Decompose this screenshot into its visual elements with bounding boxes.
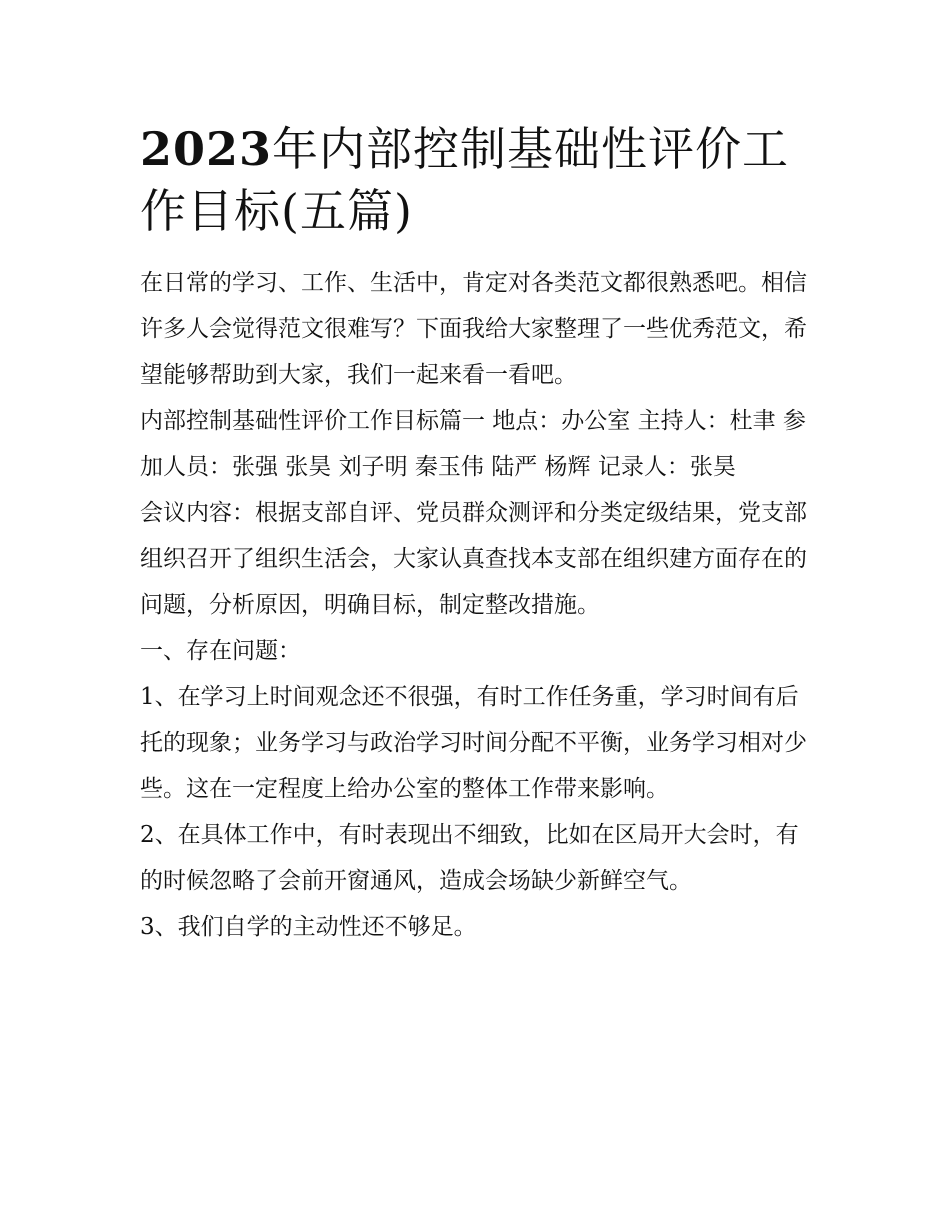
document-title <box>140 118 815 242</box>
issue-item-3: 3、我们自学的主动性还不够足。 <box>140 914 477 940</box>
section-heading: 一、存在问题： <box>140 638 301 664</box>
intro-paragraph: 在日常的学习、工作、生活中，肯定对各类范文都很熟悉吧。相信许多人会觉得范文很难写？下面我给大家整理了一些优秀范文，希望能够帮助到大家，我们一起来看一看吧。 <box>140 270 807 388</box>
meeting-info-paragraph: 内部控制基础性评价工作目标篇一 地点：办公室 主持人：杜聿 参加人员：张强 张昊 刘子明 秦玉伟 陆严 杨辉 记录人：张昊 <box>140 408 806 480</box>
issue-item-2: 2、在具体工作中，有时表现出不细致，比如在区局开大会时，有的时候忽略了会前开窗通风，造成会场缺少新鲜空气。 <box>140 822 799 894</box>
meeting-content-paragraph: 会议内容：根据支部自评、党员群众测评和分类定级结果，党支部组织召开了组织生活会，大家认真查找本支部在组织建方面存在的问题，分析原因，明确目标，制定整改措施。 <box>140 500 807 618</box>
title-text: 年内部控制基础性评价工作目标(五篇) <box>140 122 790 238</box>
title-year: 2023 <box>140 122 273 176</box>
document-page <box>140 118 815 950</box>
document-body <box>140 260 815 950</box>
issue-item-1: 1、在学习上时间观念还不很强，有时工作任务重，学习时间有后托的现象；业务学习与政治学习时间分配不平衡，业务学习相对少些。这在一定程度上给办公室的整体工作带来影响。 <box>140 684 807 802</box>
